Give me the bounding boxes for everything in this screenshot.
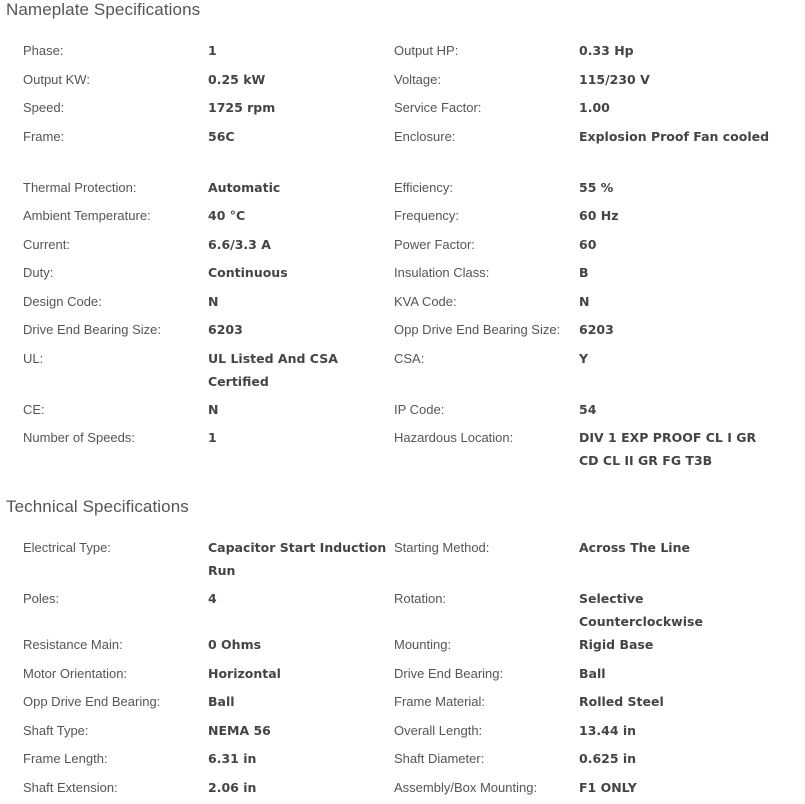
spec-row [23, 261, 793, 290]
spec-label: Hazardous Location: [394, 426, 579, 449]
spec-row [23, 776, 793, 804]
spec-value: Across The Line [579, 536, 771, 559]
spec-label: Output HP: [394, 39, 579, 62]
spec-value: Ball [579, 662, 771, 685]
spec-value: 1 [208, 426, 394, 449]
spec-row [23, 633, 793, 662]
spec-value: 1725 rpm [208, 96, 394, 119]
spec-label: Ambient Temperature: [23, 204, 208, 227]
spec-row [23, 290, 793, 319]
spec-value: Horizontal [208, 662, 394, 685]
spec-label: Opp Drive End Bearing: [23, 690, 208, 713]
spec-value: 6203 [579, 318, 771, 341]
spec-value: 2.06 in [208, 776, 394, 799]
spec-value: 13.44 in [579, 719, 771, 742]
spec-label: Starting Method: [394, 536, 579, 559]
spec-value: Explosion Proof Fan cooled [579, 125, 771, 148]
spec-value: 4 [208, 587, 394, 610]
spec-value: 40 °C [208, 204, 394, 227]
spec-row [23, 39, 793, 68]
spec-row [23, 719, 793, 748]
spec-label: Efficiency: [394, 176, 579, 199]
spec-label: Power Factor: [394, 233, 579, 256]
spec-value: 115/230 V [579, 68, 771, 91]
spec-row [23, 176, 793, 205]
spec-label: Service Factor: [394, 96, 579, 119]
technical-section-title: Technical Specifications [6, 497, 189, 517]
spec-label: Current: [23, 233, 208, 256]
spec-value: 0.25 kW [208, 68, 394, 91]
technical-spec-grid [23, 536, 793, 804]
spec-label: Frame: [23, 125, 208, 148]
spec-value: DIV 1 EXP PROOF CL I GR CD CL II GR FG T3B [579, 426, 771, 472]
spec-value: 56C [208, 125, 394, 148]
spec-label: Poles: [23, 587, 208, 610]
spec-label: Electrical Type: [23, 536, 208, 559]
spec-value: N [208, 398, 394, 421]
spec-row [23, 233, 793, 262]
spec-value: NEMA 56 [208, 719, 394, 742]
spec-label: KVA Code: [394, 290, 579, 313]
spec-value: Continuous [208, 261, 394, 284]
spec-label: Duty: [23, 261, 208, 284]
spec-label: Shaft Extension: [23, 776, 208, 799]
spec-value: 1 [208, 39, 394, 62]
spec-label: IP Code: [394, 398, 579, 421]
spec-label: Drive End Bearing Size: [23, 318, 208, 341]
spec-value: 0.625 in [579, 747, 771, 770]
spec-label: Motor Orientation: [23, 662, 208, 685]
spec-label: UL: [23, 347, 208, 370]
spec-label: Drive End Bearing: [394, 662, 579, 685]
spec-value: 54 [579, 398, 771, 421]
spec-value: B [579, 261, 771, 284]
spec-label: Overall Length: [394, 719, 579, 742]
spec-value: 0.33 Hp [579, 39, 771, 62]
spec-value: Rigid Base [579, 633, 771, 656]
spec-label: Phase: [23, 39, 208, 62]
spec-label: Voltage: [394, 68, 579, 91]
spec-label: CE: [23, 398, 208, 421]
spec-label: Frame Length: [23, 747, 208, 770]
spec-label: Speed: [23, 96, 208, 119]
nameplate-spec-grid [23, 39, 793, 472]
spec-value: Selective Counterclockwise [579, 587, 771, 633]
spec-value: 0 Ohms [208, 633, 394, 656]
spec-label: Resistance Main: [23, 633, 208, 656]
spec-label: Insulation Class: [394, 261, 579, 284]
spec-value: 60 [579, 233, 771, 256]
spec-value: 1.00 [579, 96, 771, 119]
spec-value: N [579, 290, 771, 313]
spec-value: N [208, 290, 394, 313]
spec-row [23, 690, 793, 719]
spec-label: Shaft Type: [23, 719, 208, 742]
spec-label: CSA: [394, 347, 579, 370]
spec-label: Output KW: [23, 68, 208, 91]
spec-value: F1 ONLY [579, 776, 771, 799]
nameplate-section-title: Nameplate Specifications [6, 0, 200, 20]
spec-value: 6.6/3.3 A [208, 233, 394, 256]
spec-row [23, 662, 793, 691]
spec-row [23, 347, 793, 398]
spec-value: Rolled Steel [579, 690, 771, 713]
spec-label: Design Code: [23, 290, 208, 313]
spec-label: Assembly/Box Mounting: [394, 776, 579, 799]
spec-row [23, 536, 793, 587]
spec-row [23, 96, 793, 125]
spec-value: 6.31 in [208, 747, 394, 770]
spec-row [23, 318, 793, 347]
spec-label: Enclosure: [394, 125, 579, 148]
spec-row [23, 587, 793, 633]
spec-row [23, 398, 793, 427]
spec-label: Mounting: [394, 633, 579, 656]
spec-label: Rotation: [394, 587, 579, 610]
spec-row [23, 426, 793, 472]
spec-value: Capacitor Start Induction Run [208, 536, 394, 582]
spec-label: Frame Material: [394, 690, 579, 713]
spec-value: Ball [208, 690, 394, 713]
spec-row [23, 68, 793, 97]
spec-value: UL Listed And CSA Certified [208, 347, 394, 393]
spec-value: 60 Hz [579, 204, 771, 227]
spec-value: 6203 [208, 318, 394, 341]
spec-value: Automatic [208, 176, 394, 199]
spec-row [23, 747, 793, 776]
spec-label: Thermal Protection: [23, 176, 208, 199]
spec-row [23, 125, 793, 176]
spec-label: Frequency: [394, 204, 579, 227]
spec-label: Opp Drive End Bearing Size: [394, 318, 579, 341]
spec-row [23, 204, 793, 233]
spec-value: 55 % [579, 176, 771, 199]
spec-label: Shaft Diameter: [394, 747, 579, 770]
spec-label: Number of Speeds: [23, 426, 208, 449]
spec-value: Y [579, 347, 771, 370]
